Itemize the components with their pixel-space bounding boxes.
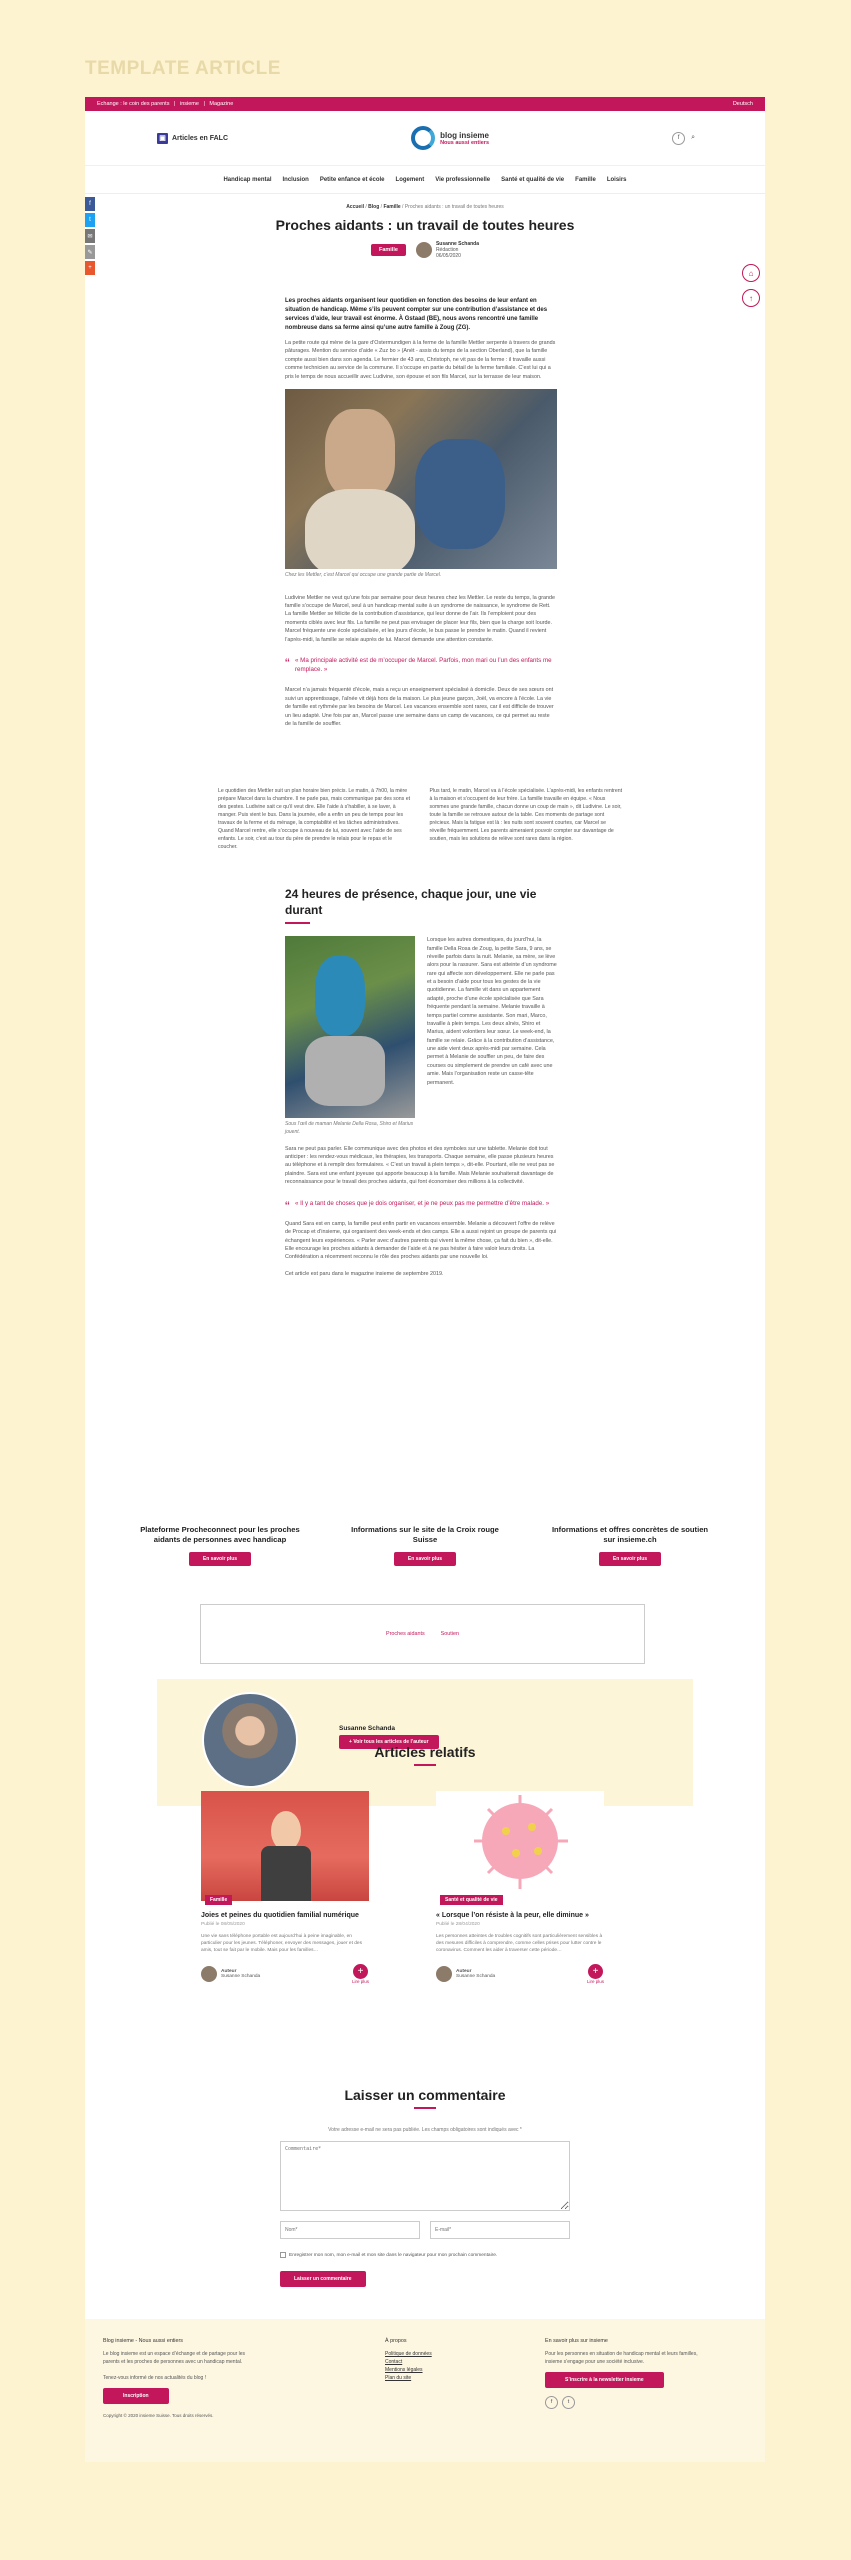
breadcrumb-famille[interactable]: Famille xyxy=(383,204,401,210)
nav-item-inclusion[interactable]: Inclusion xyxy=(282,176,309,183)
related-author: Susanne Schanda xyxy=(456,1973,496,1979)
article-column-left: Le quotidien des Mettler suit un plan horaire bien précis. Le matin, à 7h00, la mère prépare Marcel dans la chambre. Il ne parle pas, mais communique par des sons et des gestes. Ludivine sait ce qu’il veut dire. Elle l’aide à s’habiller, à se laver, à manger. Puis vient le bus. Dans la journée, elle a enfin un peu de temps pour les travaux de la ferme et du ménage, la comptabilité et les tâches administratives. Quand Marcel rentre, elle s’occupe à nouveau de lui, souvent avec l’aide de ses enfants. Le soir, c’est au tour du père de prendre le relais pour le repas et le coucher. xyxy=(218,788,411,851)
cta-button-procheconnect[interactable]: En savoir plus xyxy=(189,1552,251,1566)
cta-card xyxy=(340,1525,510,1566)
read-more-button[interactable]: + Lire plus xyxy=(586,1965,604,1984)
email-field[interactable] xyxy=(430,2221,570,2239)
photo-caption: Sous l’œil de maman Melanie Della Rosa, Shiro et Marius jouent. xyxy=(285,1121,414,1135)
main-nav xyxy=(85,166,765,194)
article-body-top xyxy=(285,297,557,728)
article-two-columns xyxy=(218,787,623,852)
breadcrumb-blog[interactable]: Blog xyxy=(368,204,380,210)
twitter-icon[interactable]: t xyxy=(562,2396,575,2409)
cta-card xyxy=(135,1525,305,1566)
breadcrumb-current: Proches aidants : un travail de toutes heures xyxy=(404,204,504,210)
cta-button-croix-rouge[interactable]: En savoir plus xyxy=(394,1552,456,1566)
article-source: Cet article est paru dans le magazine insieme de septembre 2019. xyxy=(285,1270,444,1277)
cta-title: Plateforme Procheconnect pour les proches aidants de personnes avec handicap xyxy=(140,1525,300,1544)
article-paragraph: Quand Sara est en camp, la famille peut enfin partir en vacances ensemble. Melanie a découvert l’offre de relève de Procap et d’insieme, qui organisent des week-ends et des camps. Elle a aussi rejoint un groupe de parents qui échangent leurs expériences. « Parler avec d’autres parents qui vivent la même chose, ça fait du bien », dit-elle. Elle encourage les proches aidants à demander de l’aide et à ne pas hésiter à faire valoir leurs droits. La Confédération a récemment reconnu le rôle des proches aidants par une nouvelle loi. xyxy=(285,1220,557,1261)
article-paragraph: La petite route qui mène de la gare d’Ostermundigen à la ferme de la famille Mettler serpente à travers de grands pâturages. Mention du service d’aide « Zuz bo » (Anét - assis du temps de la section Oberland), que la famille compte aussi bien dans son agenda. Le fermier de 43 ans, Christoph, ne vit pas de la ferme : il travaille aussi comme technicien au service de la commune. Il s’occupe en partie du bétail de la ferme familiale. C’est lui qui a pris le temps de nous accueillir avec Ludivine, son épouse et son fils Marcel, sur la terrasse de leur maison. xyxy=(285,340,556,380)
copyright: Copyright © 2020 insieme Suisse. Tous droits réservés. xyxy=(103,2412,214,2418)
related-author-label: Auteur xyxy=(221,1968,237,1974)
back-to-top-icon[interactable]: ↑ xyxy=(742,289,760,307)
site-footer xyxy=(85,2319,765,2462)
top-link-magazine[interactable]: Magazine xyxy=(209,101,234,107)
avatar xyxy=(202,1692,298,1788)
home-icon[interactable]: ⌂ xyxy=(742,264,760,282)
page-title: Proches aidants : un travail de toutes heures xyxy=(275,217,575,233)
avatar xyxy=(436,1966,452,1982)
related-card[interactable] xyxy=(436,1791,604,1984)
nav-item-sante[interactable]: Santé et qualité de vie xyxy=(501,176,565,183)
footer-link-contact[interactable]: Contact xyxy=(385,2358,403,2365)
insieme-newsletter-button[interactable]: S’inscrire à la newsletter insieme xyxy=(545,2372,664,2388)
top-link-parents[interactable]: Echange : le coin des parents xyxy=(97,101,170,107)
related-excerpt: Une vie sans téléphone portable est aujourd’hui à peine imaginable, en particulier pour les jeunes. Téléphoner, envoyer des messages, jouer et des amis, tout se fait par le mobile. Mais pour les familles… xyxy=(201,1934,362,1954)
related-card[interactable] xyxy=(201,1791,369,1984)
falc-label: Articles en FALC xyxy=(172,134,229,142)
related-author-label: Auteur xyxy=(456,1968,472,1974)
share-bar xyxy=(85,197,95,277)
article-photo-della-rosa xyxy=(285,936,415,1118)
article-photo-mettler xyxy=(285,389,557,569)
related-title-text[interactable]: Joies et peines du quotidien familial numérique xyxy=(201,1912,359,1919)
footer-link-sitemap[interactable]: Plan du site xyxy=(385,2374,412,2381)
heading-underline xyxy=(414,1764,436,1766)
comment-title: Laisser un commentaire xyxy=(344,2087,506,2103)
logo-tagline: Nous aussi entiers xyxy=(440,139,490,146)
cta-card xyxy=(545,1525,715,1566)
article-date: 06/05/2020 xyxy=(435,253,461,259)
footer-link-privacy[interactable]: Politique de données xyxy=(385,2350,432,2357)
language-switch[interactable]: Deutsch xyxy=(732,101,753,107)
footer-about-text: Le blog insieme est un espace d’échange et de partage pour les parents et les proches de personnes avec un handicap mental. xyxy=(103,2350,246,2365)
plus-icon: + xyxy=(588,1964,603,1979)
article-paragraph: Sara ne peut pas parler. Elle communique avec des photos et des symboles sur une tablette. Melanie doit tout anticiper : les rendez-vous médicaux, les thérapies, les transports. Chaque semaine, elle passe plusieurs heures au téléphone et à remplir des formulaires. « C’est un travail à plein temps », dit-elle. Pourtant, elle ne veut pas se plaindre. Sara est une enfant joyeuse qui apporte beaucoup à la famille. Mais Melanie souhaiterait davantage de reconnaissance pour le travail des proches aidants, qui font économiser des millions à la collectivité. xyxy=(285,1145,555,1186)
read-more-button[interactable]: + Lire plus xyxy=(351,1965,369,1984)
nav-item-logement[interactable]: Logement xyxy=(395,176,425,183)
social-links xyxy=(545,2396,705,2409)
related-footer xyxy=(436,1964,604,1984)
avatar xyxy=(416,242,432,258)
author-name[interactable]: Susanne Schanda xyxy=(435,241,480,247)
heading-underline xyxy=(414,2107,436,2109)
falc-icon: ▣ xyxy=(157,133,168,144)
plus-icon: + xyxy=(353,1964,368,1979)
top-link-insieme[interactable]: insieme xyxy=(179,101,199,107)
cta-title: Informations sur le site de la Croix rouge Suisse xyxy=(351,1525,499,1544)
article-lead: Les proches aidants organisent leur quotidien en fonction des besoins de leur enfant en situation de handicap. Même s’ils peuvent compter sur une contribution d’assistance et des services d’aide, leur travail est énorme. À Gstaad (BE), nous avons rencontré une famille nombreuse dans sa ferme ainsi qu’une autre famille à Zoug (ZG). xyxy=(285,298,548,331)
newsletter-text: Tenez-vous informé de nos actualités du blog ! xyxy=(103,2374,207,2381)
author-role: Rédaction xyxy=(435,247,459,253)
footer-about xyxy=(103,2337,253,2419)
breadcrumb-home[interactable]: Accueil xyxy=(346,204,364,210)
heading-underline xyxy=(285,922,310,924)
footer-right-title: En savoir plus sur insieme xyxy=(545,2338,608,2344)
related-title-text[interactable]: « Lorsque l’on résiste à la peur, elle diminue » xyxy=(436,1912,589,1919)
avatar xyxy=(201,1966,217,1982)
facebook-icon[interactable]: f xyxy=(672,132,685,145)
footer-insieme xyxy=(545,2337,705,2409)
article-section-2 xyxy=(285,887,557,1278)
related-title: Articles relatifs xyxy=(374,1744,476,1760)
tag-link[interactable]: Proches aidants xyxy=(386,1631,425,1637)
search-icon[interactable]: ⌕ xyxy=(691,134,695,141)
consent-checkbox[interactable] xyxy=(280,2252,286,2258)
comment-note: Votre adresse e-mail ne sera pas publiée. Les champs obligatoires sont indiqués avec * xyxy=(328,2127,522,2133)
related-date: Publié le 08/05/2020 xyxy=(201,1922,245,1928)
nav-item-pro[interactable]: Vie professionnelle xyxy=(435,176,491,183)
author-box xyxy=(157,1679,693,1806)
related-image xyxy=(201,1791,369,1901)
newsletter-button[interactable]: Inscription xyxy=(103,2388,169,2404)
article-column-right: Plus tard, le matin, Marcel va à l’école spécialisée. L’après-midi, les enfants rentrent à la maison et s’occupent de leur frère. La famille travaille en équipe. « Nous sommes une grande famille, chacun donne un coup de main », dit Ludivine. Le soir, toute la famille se retrouve autour de la table. Ces moments de partage sont précieux. Mais la fatigue est là : les nuits sont souvent courtes, car Marcel se réveille fréquemment. Les parents aimeraient pouvoir compter sur davantage de soutien, mais les solutions de relève sont rares dans la région. xyxy=(429,788,623,843)
related-image xyxy=(436,1791,604,1901)
tag-link[interactable]: Soutien xyxy=(440,1631,459,1637)
breadcrumb: Accueil / Blog / Famille / Proches aidants : un travail de toutes heures xyxy=(346,204,504,210)
photo-caption: Chez les Mettler, c’est Marcel qui occupe une grande partie de Marcel. xyxy=(285,571,442,578)
article-paragraph: Marcel n’a jamais fréquenté d’école, mais a reçu un enseignement spécialisé à domicile. Deux de ses sœurs ont suivi un apprentissage, l’aînée vit déjà hors de la maison. Le plus jeune garçon, Joël, va encore à l’école. La vie de famille est rythmée par les besoins de Marcel. Les vacances ensemble sont rares, car il est difficile de trouver un lieu adapté. Une fois par an, Marcel passe une semaine dans un camp de vacances, ce qui permet au reste de la famille de souffler. xyxy=(285,687,554,727)
share-twitter-icon[interactable]: t xyxy=(85,213,95,227)
article-meta xyxy=(85,241,765,259)
cta-button-insieme[interactable]: En savoir plus xyxy=(599,1552,661,1566)
section-heading: 24 heures de présence, chaque jour, une vie durant xyxy=(285,887,537,917)
author-box-name: Susanne Schanda xyxy=(339,1725,395,1732)
site-header xyxy=(85,111,765,166)
comment-textarea[interactable] xyxy=(280,2141,570,2211)
footer-links-title: À propos xyxy=(385,2338,407,2344)
pull-quote: “ « Ma principale activité est de m’occuper de Marcel. Parfois, mon mari ou l’un des enfants me remplace. » xyxy=(285,656,557,675)
facebook-icon[interactable]: f xyxy=(545,2396,558,2409)
tag-box xyxy=(200,1604,645,1664)
share-facebook-icon[interactable]: f xyxy=(85,197,95,211)
cta-row xyxy=(135,1525,715,1566)
top-links xyxy=(97,101,236,107)
plus-icon: + xyxy=(349,1739,354,1745)
article-paragraph: Ludivine Mettler ne veut qu’une fois par semaine pour deux heures chez les Mettler. Le reste du temps, la grande famille s’occupe de Marcel, seul à un handicap mental suite à un syndrome de naissance, le syndrome de Rett. La famille Mettler se félicite de la contribution d’assistance, qui leur donne de l’air. Ils l’emploient pour des moments ciblés avec leur fils. La famille ne peut pas envisager de placer leur fils, bien que la charge soit lourde. Marcel fréquente une école spécialisée, et les jours d’école, le bus passe le prendre le matin. Quand il revient l’après-midi, la famille se relaie auprès de lui. Marcel demande une attention constante. xyxy=(285,594,555,643)
article-side-text: Lorsque les autres domestiques, du jourd’hui, la famille Della Rosa de Zoug, la petite Sara, 9 ans, se réveille parfois dans la nuit. Melanie, sa mère, se lève alors pour la rassurer. Sara est atteinte d’un syndrome rare qui affecte son développement. Elle ne parle pas et a besoin d’aide pour tous les gestes de la vie quotidienne. La famille vit dans un appartement adapté, proche d’une école spécialisée que Sara fréquente pendant la semaine. Melanie travaille à temps partiel comme assistante. Son mari, Marco, travaille à plein temps. Les deux aînés, Shiro et Marius, aident volontiers leur sœur. Le week-end, la famille se relaie. Grâce à la contribution d’assistance, une aide vient deux après-midi par semaine. Cela permet à Melanie de souffler un peu, de faire des courses ou simplement de prendre un café avec une amie. Mais l’organisation reste un casse-tête permanent. xyxy=(427,937,557,1086)
falc-link[interactable] xyxy=(157,133,228,144)
nav-item-loisirs[interactable]: Loisirs xyxy=(606,176,627,183)
nav-item-handicap[interactable]: Handicap mental xyxy=(223,176,272,183)
footer-right-text: Pour les personnes en situation de handicap mental et leurs familles, insieme s’engage pour une société inclusive. xyxy=(545,2350,698,2365)
consent-row xyxy=(280,2252,497,2258)
top-sep: | xyxy=(174,101,176,107)
related-author: Susanne Schanda xyxy=(221,1973,261,1979)
related-tag[interactable]: Santé et qualité de vie xyxy=(440,1895,503,1905)
footer-link-legal[interactable]: Mentions légales xyxy=(385,2366,423,2373)
header-icons xyxy=(672,132,695,145)
share-print-icon[interactable]: ✎ xyxy=(85,245,95,259)
footer-about-title: Blog insieme - Nous aussi entiers xyxy=(103,2338,183,2344)
share-email-icon[interactable]: ✉ xyxy=(85,229,95,243)
related-date: Publié le 28/04/2020 xyxy=(436,1922,480,1928)
pull-quote: “ « Il y a tant de choses que je dois organiser, et je ne peux pas me permettre d’être malade. » xyxy=(285,1199,557,1208)
related-footer xyxy=(201,1964,369,1984)
top-bar xyxy=(85,97,765,111)
cta-title: Informations et offres concrètes de soutien sur insieme.ch xyxy=(551,1525,709,1544)
related-tag[interactable]: Famille xyxy=(205,1895,232,1905)
related-excerpt: Les personnes atteintes de troubles cognitifs sont particulièrement sensibles à des mesures difficiles à comprendre, comme celles prises pour lutter contre le coronavirus. Comment les aider à traverser cette période… xyxy=(436,1934,603,1954)
author-articles-button[interactable]: + Voir tous les articles de l’auteur xyxy=(339,1735,439,1749)
footer-links xyxy=(385,2337,485,2382)
consent-label: Enregistrer mon nom, mon e-mail et mon site dans le navigateur pour mon prochain commentaire. xyxy=(289,2252,498,2258)
category-tag[interactable]: Famille xyxy=(371,244,406,256)
nav-item-ecole[interactable]: Petite enfance et école xyxy=(319,176,385,183)
site-logo[interactable] xyxy=(411,126,489,150)
page-frame xyxy=(85,97,765,2462)
author-mini xyxy=(416,241,479,259)
submit-comment-button[interactable]: Laisser un commentaire xyxy=(280,2271,366,2287)
logo-text: blog insieme xyxy=(440,130,489,140)
name-field[interactable] xyxy=(280,2221,420,2239)
logo-icon xyxy=(411,126,435,150)
virus-illustration-icon xyxy=(436,1791,604,1901)
nav-item-famille[interactable]: Famille xyxy=(575,176,596,183)
share-more-icon[interactable]: + xyxy=(85,261,95,275)
top-sep: | xyxy=(203,101,205,107)
template-label: TEMPLATE ARTICLE xyxy=(85,58,281,79)
